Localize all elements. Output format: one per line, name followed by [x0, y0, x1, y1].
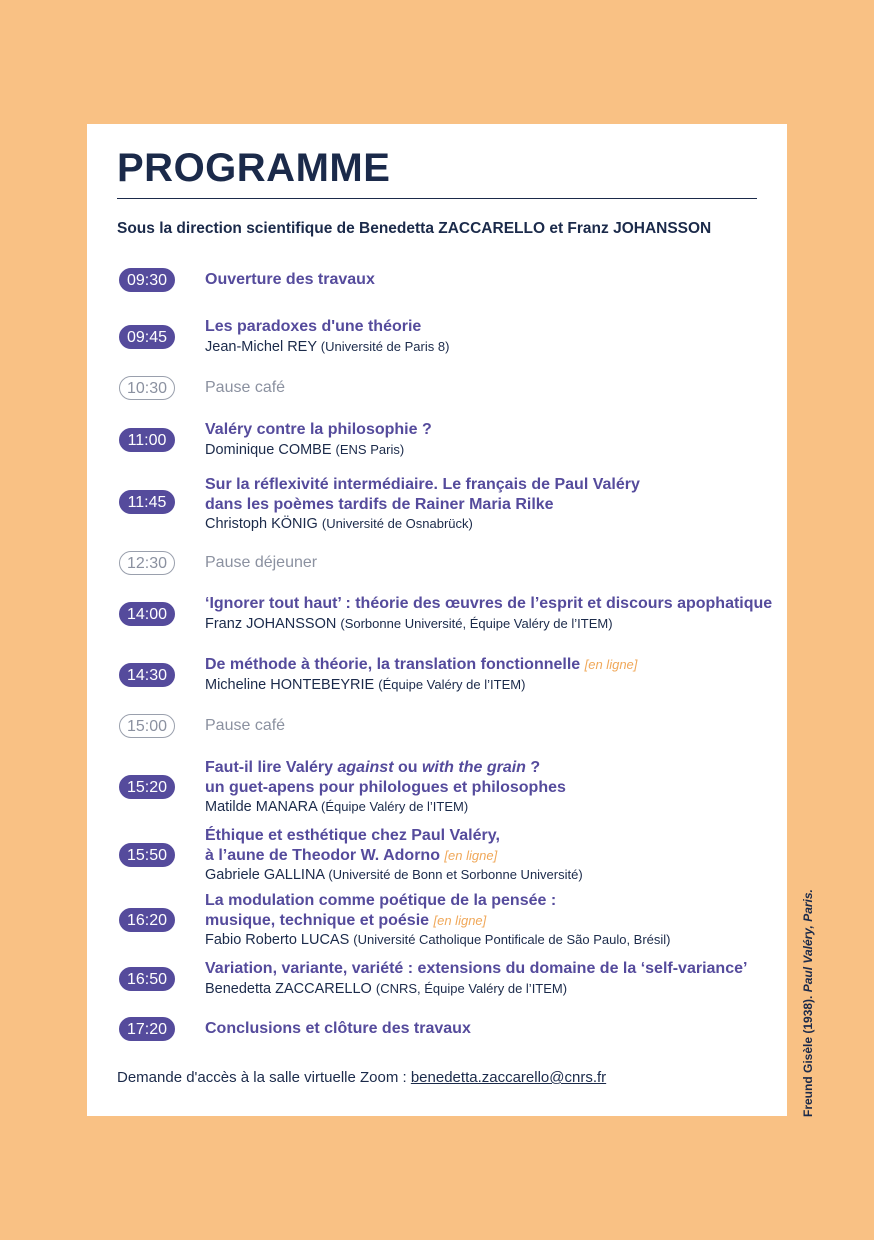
- page-title: PROGRAMME: [117, 146, 391, 190]
- session-title-line2: musique, technique et poésie: [205, 911, 430, 929]
- session-title: Variation, variante, variété : extensions du domaine de la ‘self-variance’: [205, 960, 748, 977]
- time-badge: 11:00: [119, 428, 175, 452]
- session-title: ‘Ignorer tout haut’ : théorie des œuvres de l’esprit et discours apophatique: [205, 595, 773, 612]
- time-badge: 16:20: [119, 908, 175, 932]
- speaker-affiliation: (Sorbonne Université, Équipe Valéry de l’ITEM): [340, 615, 613, 631]
- session-title-line1: La modulation comme poétique de la pensée :: [205, 892, 557, 909]
- contact-email-link[interactable]: benedetta.zaccarello@cnrs.fr: [410, 1069, 607, 1086]
- time-badge: 16:50: [119, 967, 175, 991]
- speaker-affiliation: (Équipe Valéry de l’ITEM): [321, 799, 469, 814]
- session-title-line1: Éthique et esthétique chez Paul Valéry,: [205, 827, 500, 844]
- pause-label: Pause café: [205, 717, 286, 734]
- time-badge: 15:20: [119, 775, 175, 799]
- time-badge: 09:30: [119, 268, 175, 292]
- footer-text: Demande d'accès à la salle virtuelle Zoom :: [117, 1069, 411, 1086]
- session-title: Conclusions et clôture des travaux: [205, 1020, 471, 1037]
- speaker-name: Benedetta ZACCARELLO: [205, 980, 372, 997]
- time-badge: 14:30: [119, 663, 175, 687]
- programme-card: [87, 124, 787, 1116]
- speaker-name: Fabio Roberto LUCAS: [205, 932, 350, 948]
- pause-label: Pause café: [205, 379, 286, 396]
- online-tag: [en ligne]: [444, 847, 498, 863]
- session-title-line2: dans les poèmes tardifs de Rainer Maria Rilke: [205, 495, 554, 513]
- direction-line: Sous la direction scientifique de Benedetta ZACCARELLO et Franz JOHANSSON: [117, 220, 712, 237]
- online-tag: [en ligne]: [584, 657, 638, 672]
- session-title-line1: Faut-il lire Valéry against ou with the grain ?: [205, 759, 541, 776]
- time-badge: 15:00: [119, 714, 175, 738]
- session-title: Valéry contre la philosophie ?: [205, 421, 432, 438]
- speaker-affiliation: (Équipe Valéry de l’ITEM): [378, 676, 526, 692]
- pause-label: Pause déjeuner: [205, 554, 318, 571]
- session-title: Ouverture des travaux: [205, 271, 375, 288]
- speaker-affiliation: (Université de Osnabrück): [321, 516, 473, 531]
- speaker-affiliation: (Université de Bonn et Sorbonne Université): [328, 867, 583, 882]
- time-badge: 09:45: [119, 325, 175, 349]
- zoom-access-note: [117, 1069, 606, 1086]
- time-badge: 11:45: [119, 490, 175, 514]
- time-badge: 17:20: [119, 1017, 175, 1041]
- time-badge: 10:30: [119, 376, 175, 400]
- speaker-affiliation: (ENS Paris): [335, 441, 405, 457]
- speaker-affiliation: (Université Catholique Pontificale de São Paulo, Brésil): [353, 932, 671, 947]
- speaker-name: Jean-Michel REY: [205, 338, 317, 355]
- speaker-name: Christoph KÖNIG: [205, 516, 318, 532]
- speaker-name: Dominique COMBE: [205, 441, 332, 458]
- time-badge: 14:00: [119, 602, 175, 626]
- session-title-line1: Sur la réflexivité intermédiaire. Le français de Paul Valéry: [205, 476, 640, 493]
- photo-credit: Freund Gisèle (1938). Paul Valéry, Paris.: [801, 889, 815, 1117]
- speaker-affiliation: (Université de Paris 8): [320, 338, 450, 354]
- session-title: Les paradoxes d'une théorie: [205, 318, 422, 335]
- session-title: De méthode à théorie, la translation fonctionnelle: [205, 656, 581, 673]
- title-divider: [117, 198, 757, 199]
- speaker-affiliation: (CNRS, Équipe Valéry de l’ITEM): [375, 980, 568, 996]
- speaker-name: Matilde MANARA: [205, 799, 318, 815]
- speaker-name: Franz JOHANSSON: [205, 615, 337, 632]
- time-badge: 15:50: [119, 843, 175, 867]
- speaker-name: Gabriele GALLINA: [205, 867, 325, 883]
- session-title-line2: un guet-apens pour philologues et philosophes: [205, 778, 566, 796]
- session-title-line2: à l’aune de Theodor W. Adorno: [205, 846, 440, 864]
- speaker-name: Micheline HONTEBEYRIE: [205, 676, 375, 693]
- online-tag: [en ligne]: [433, 912, 487, 928]
- time-badge: 12:30: [119, 551, 175, 575]
